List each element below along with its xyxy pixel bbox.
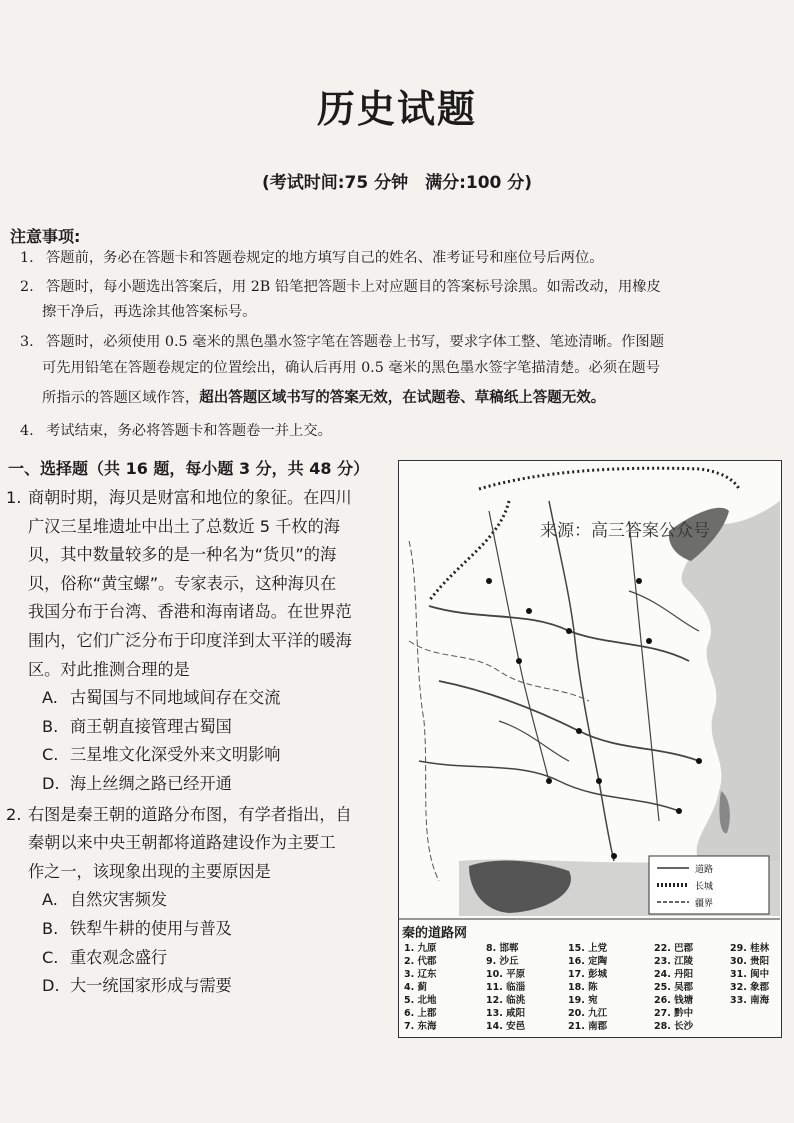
station-item: 20. 九江 [568,1008,608,1019]
station-item: 17. 彭城 [568,969,608,980]
question-text: 围内，它们广泛分布于印度洋到太平洋的暖海 [28,630,352,650]
station-item: 21. 南郡 [568,1021,608,1032]
option-c: C. 重农观念盛行 [42,947,168,967]
station-item: 28. 长沙 [654,1021,694,1032]
question-2 [6,801,394,1001]
question-text: 作之一，该现象出现的主要原因是 [28,861,271,881]
notice-number: 4. [20,423,34,439]
map-title: 秦的道路网 [402,926,468,941]
notice-emphasis: 超出答题区域书写的答案无效，在试题卷、草稿纸上答题无效。 [199,390,606,406]
notice-item [20,329,790,411]
station-item: 26. 钱塘 [654,995,694,1006]
question-text: 贝，俗称“黄宝螺”。专家表示，这种海贝在 [28,573,337,593]
station-item: 6. 上郡 [404,1008,437,1019]
question-text: 广汉三星堆遗址中出土了总数近 5 千枚的海 [28,516,340,536]
question-text: 商朝时期，海贝是财富和地位的象征。在四川 [28,488,352,507]
station-item: 23. 江陵 [654,956,694,967]
station-item: 30. 贵阳 [730,956,770,967]
option-a: A. 自然灾害频发 [42,890,168,910]
question-column [6,484,394,1001]
station-item: 22. 巴郡 [654,943,694,954]
notice-number: 1. [20,250,34,266]
notice-heading: 注意事项: [10,227,81,246]
notice-text: 擦干净后，再选涂其他答案标号。 [42,304,257,320]
station-item: 7. 东海 [404,1021,437,1032]
station-item: 14. 安邑 [486,1021,526,1032]
notice-item [20,246,790,271]
station-item: 3. 辽东 [404,969,437,980]
station-list [404,942,782,1034]
notice-text: 所指示的答题区域作答， [42,390,200,406]
station-item: 5. 北地 [404,995,437,1006]
station-item: 12. 临洮 [486,995,526,1006]
station-item: 33. 南海 [730,995,770,1006]
station-item: 25. 吴郡 [654,982,694,993]
option-c: C. 三星堆文化深受外来文明影响 [42,745,281,765]
station-item: 27. 黔中 [654,1008,694,1019]
station-item: 24. 丹阳 [654,969,694,980]
notice-text: 可先用铅笔在答题卷规定的位置绘出，确认后再用 0.5 毫米的黑色墨水签字笔描清楚。必须在题号 [42,360,660,376]
notice-number: 3. [20,334,34,350]
exam-title: 历史试题 [316,87,477,131]
question-text: 右图是秦王朝的道路分布图，有学者指出，自 [28,804,352,824]
option-b: B. 商王朝直接管理古蜀国 [42,716,232,736]
legend-road: 道路 [695,865,714,875]
station-item: 8. 邯郸 [486,943,519,954]
option-a: A. 古蜀国与不同地域间存在交流 [42,688,281,708]
watermark-text: 来源：高三答案公众号 [540,521,710,541]
notice-list [20,246,790,444]
station-item: 29. 桂林 [730,943,770,954]
station-item: 15. 上党 [568,943,608,954]
notice-item [20,275,790,325]
station-item: 9. 沙丘 [486,956,519,967]
notice-text: 考试结束，务必将答题卡和答题卷一并上交。 [46,423,332,439]
question-text: 贝，其中数量较多的是一种名为“货贝”的海 [28,545,337,565]
question-text: 区。对此推测合理的是 [28,659,190,679]
station-item: 10. 平原 [486,969,526,980]
section-heading: 一、选择题（共 16 题，每小题 3 分，共 48 分） [8,459,370,478]
station-item: 4. 蓟 [404,982,428,993]
option-b: B. 铁犁牛耕的使用与普及 [42,918,232,938]
station-item: 13. 咸阳 [486,1008,526,1019]
station-item: 31. 闽中 [730,969,770,980]
option-d: D. 大一统国家形成与需要 [42,976,232,996]
question-text: 秦朝以来中央王朝都将道路建设作为主要工 [28,833,336,853]
legend-border: 疆界 [695,899,714,909]
station-item: 11. 临淄 [486,982,526,993]
exam-time-info: (考试时间:75 分钟 满分:100 分) [261,173,533,193]
station-item: 1. 九原 [404,943,437,954]
notice-text: 答题时，每小题选出答案后，用 2B 铅笔把答题卡上对应题目的答案标号涂黑。如需改动，用橡皮 [46,279,661,295]
legend-wall: 长城 [695,882,714,892]
notice-text: 答题时，必须使用 0.5 毫米的黑色墨水签字笔在答题卷上书写，要求字体工整、笔迹清晰。作图题 [46,334,664,350]
notice-number: 2. [20,279,34,295]
notice-item [20,419,790,444]
question-number: 2. [6,804,22,824]
station-item: 19. 宛 [568,995,598,1006]
notice-text: 答题前，务必在答题卡和答题卷规定的地方填写自己的姓名、准考证号和座位号后两位。 [46,250,604,266]
station-item: 2. 代郡 [404,956,437,967]
option-d: D. 海上丝绸之路已经开通 [42,773,232,793]
question-1 [6,484,394,799]
question-text: 我国分布于台湾、香港和海南诸岛。在世界范 [28,602,352,622]
station-item: 18. 陈 [568,982,598,993]
station-item: 32. 象郡 [730,982,770,993]
question-number: 1. [6,488,22,507]
station-item: 16. 定陶 [568,956,608,967]
